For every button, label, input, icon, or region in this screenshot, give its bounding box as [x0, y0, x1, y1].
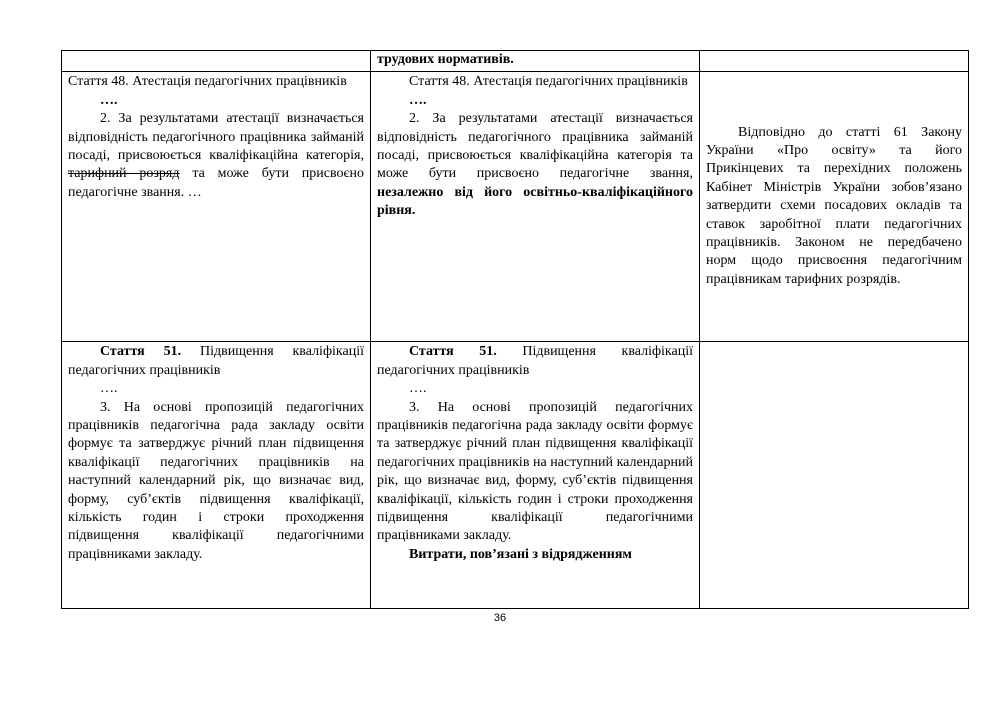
paragraph-text: та може бути присвоєно педагогічне звання. … — [68, 166, 364, 200]
expenses-heading: Витрати, пов’язані з відрядженням — [409, 546, 632, 562]
comparison-table — [61, 50, 969, 609]
article-51-paragraph-3: 3. На основі пропозицій педагогічних працівників педагогічна рада закладу освіти формує та затверджує річний план підвищення кваліфікації педагогічних працівників на наступний календарний рік, що визначає вид, форму, суб’єктів підвищення кваліфікації, кількість годин і строки проходження підвищення кваліфікації педагогічними працівниками закладу. — [377, 399, 693, 544]
table-row — [62, 72, 969, 342]
ellipsis: …. — [100, 381, 118, 397]
row2-justification-cell — [700, 342, 969, 609]
row2-proposed-text-cell — [371, 342, 700, 609]
row0-col1-cell — [62, 51, 371, 72]
row0-col3-cell — [700, 51, 969, 72]
row2-current-text-cell — [62, 342, 371, 609]
row1-justification-cell — [700, 72, 969, 342]
ellipsis: …. — [100, 92, 118, 108]
article-51-title — [68, 343, 364, 380]
article-48-paragraph-2 — [377, 110, 693, 220]
struck-text: тарифний розряд — [68, 166, 180, 182]
row0-col2-cell — [371, 51, 700, 72]
article-48-paragraph-2 — [68, 110, 364, 202]
bold-text: незалежно від його освітньо-кваліфікаційного рівня. — [377, 184, 693, 219]
row1-proposed-text-cell — [371, 72, 700, 342]
table-row — [62, 342, 969, 609]
paragraph-text: 2. За результатами атестації визначається відповідність педагогічного працівника займаній посаді, присвоюється кваліфікаційна категорія та може бути присвоєно педагогічне звання, — [377, 111, 693, 182]
justification-text: Відповідно до статті 61 Закону України «Про освіту» та його Прикінцевих та перехідних положень Кабінет Міністрів України зобов’язано затвердити схеми посадових окладів та ставок заробітної плати педагогічних працівників. Законом не передбачено норм щодо присвоєння педагогічним працівникам тарифних розрядів. — [706, 124, 962, 287]
article-number: Стаття 51. — [409, 344, 497, 360]
table-row — [62, 51, 969, 72]
article-51-title — [377, 343, 693, 380]
article-heading: Підвищення кваліфікації педагогічних працівників — [377, 344, 693, 378]
row1-current-text-cell — [62, 72, 371, 342]
article-number: Стаття 51. — [100, 344, 182, 360]
article-heading: Підвищення кваліфікації педагогічних працівників — [68, 344, 364, 378]
article-48-title: Стаття 48. Атестація педагогічних працівників — [68, 74, 347, 90]
article-48-title: Стаття 48. Атестація педагогічних працівників — [409, 74, 688, 90]
continuation-text: трудових нормативів. — [377, 52, 514, 67]
ellipsis: …. — [409, 92, 427, 108]
page-number: 36 — [493, 612, 507, 624]
ellipsis: …. — [409, 381, 427, 397]
paragraph-text: 2. За результатами атестації визначається відповідність педагогічного працівника займаній посаді, присвоюється кваліфікаційна категорія, — [68, 111, 364, 164]
article-51-paragraph-3: 3. На основі пропозицій педагогічних працівників педагогічна рада закладу освіти формує та затверджує річний план підвищення кваліфікації педагогічних працівників на наступний календарний рік, що визначає вид, форму, суб’єктів підвищення кваліфікації, кількість годин і строки проходження підвищення кваліфікації педагогічними працівниками закладу. — [68, 399, 364, 562]
